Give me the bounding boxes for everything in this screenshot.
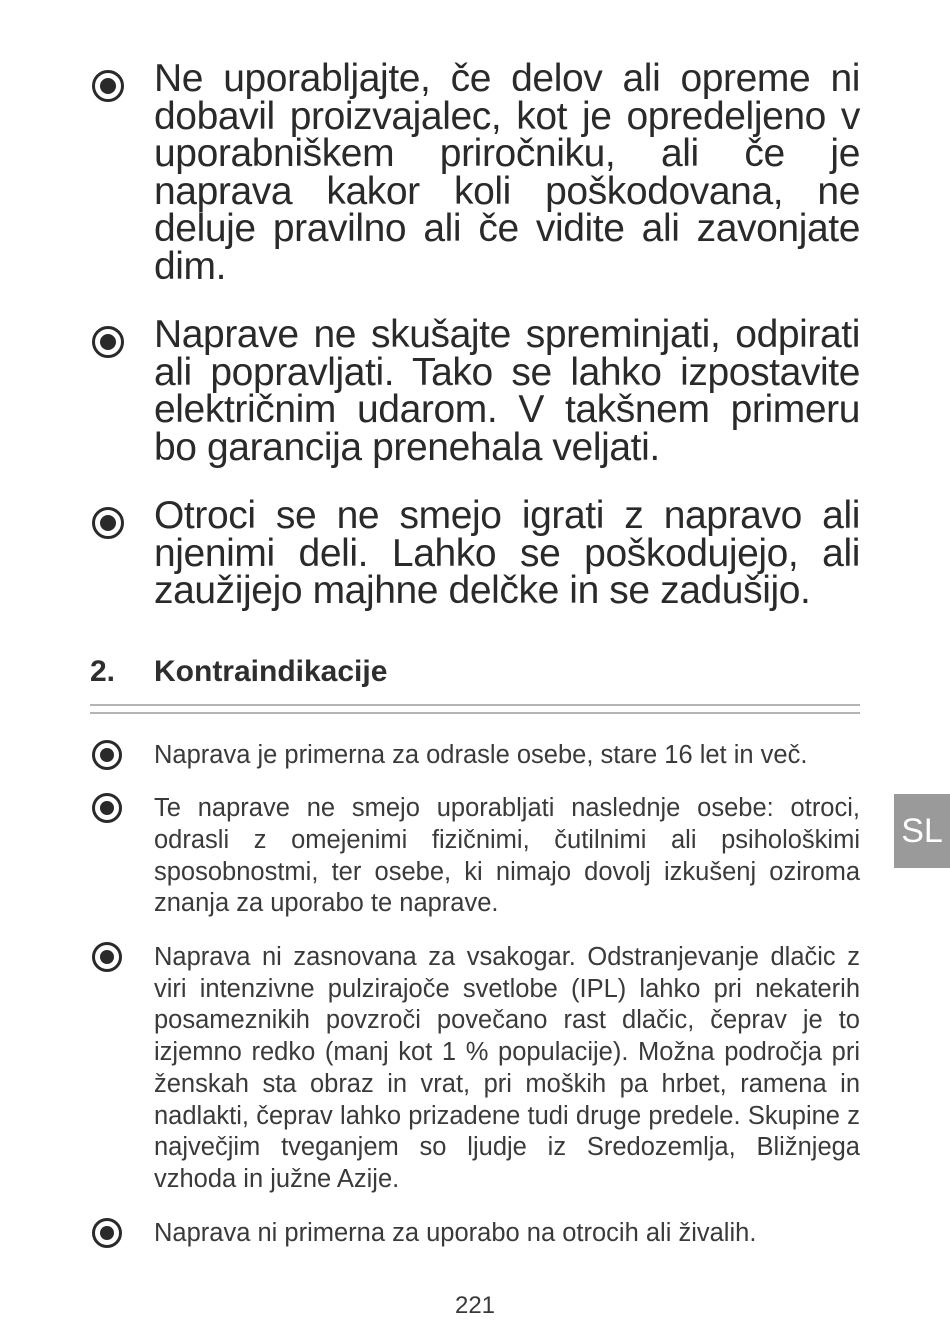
contraindication-text: Naprava je primerna za odrasle osebe, stare 16 let in več. [154,740,808,769]
contraindication-text: Naprava ni primerna za uporabo na otrocih ali živalih. [154,1218,757,1247]
warning-text: Ne uporabljajte, če delov ali opreme ni dobavil proizvajalec, kot je opredeljeno v uporabniškem priročniku, ali če je naprava kakor koli poškodovana, ne deluje pravilno ali če vidite ali zavonjate dim. [154,57,860,288]
page-number: 221 [454,1292,496,1319]
section-number: 2. [90,654,116,688]
contraindication-text: Naprava ni zasnovana za vsakogar. Odstranjevanje dlačic z viri intenzivne pulzirajoče svetlobe (IPL) lahko pri nekaterih posameznikih povzroči povečano rast dlačic, čeprav je to izjemno redko (manj kot 1 % populacije). Možna področja pri ženskah sta obraz in vrat, pri moških pa hrbet, ramena in nadlakti, čeprav lahko prizadene tudi druge predele. Skupine z največjim tveganjem so ljudje iz Sredozemlja, Bližnjega vzhoda in južne Azije. [154,943,860,1193]
language-tab: SL [894,794,950,868]
warning-item [90,313,860,469]
page-content [90,57,860,1271]
section-divider [90,704,860,714]
contraindication-item [90,793,860,920]
warning-text: Naprave ne skušajte spreminjati, odpirati ali popravljati. Tako se lahko izpostavite električnim udarom. V takšnem primeru bo garancija prenehala veljati. [154,313,860,469]
contraindication-text: Te naprave ne smejo uporabljati naslednje osebe: otroci, odrasli z omejenimi fizičnimi, čutilnimi ali psihološkimi sposobnostmi, ter osebe, ki nimajo dovolj izkušenj oziroma znanja za uporabo te naprave. [154,794,860,918]
warning-text: Otroci se ne smejo igrati z napravo ali njenimi deli. Lahko se poškodujejo, ali zaužijejo majhne delčke in se zadušijo. [154,494,860,612]
contraindication-item [90,1218,860,1250]
bullet-icon [92,942,122,972]
section-title: Kontraindikacije [154,654,388,688]
warning-item [90,57,860,288]
contraindication-item [90,740,860,772]
bullet-icon [92,507,124,539]
bullet-icon [92,793,122,823]
bullet-icon [92,740,122,770]
bullet-icon [92,70,124,102]
bullet-icon [92,326,124,358]
bullet-icon [92,1218,122,1248]
contraindication-item [90,942,860,1196]
warning-item [90,494,860,612]
section-heading [90,652,860,692]
